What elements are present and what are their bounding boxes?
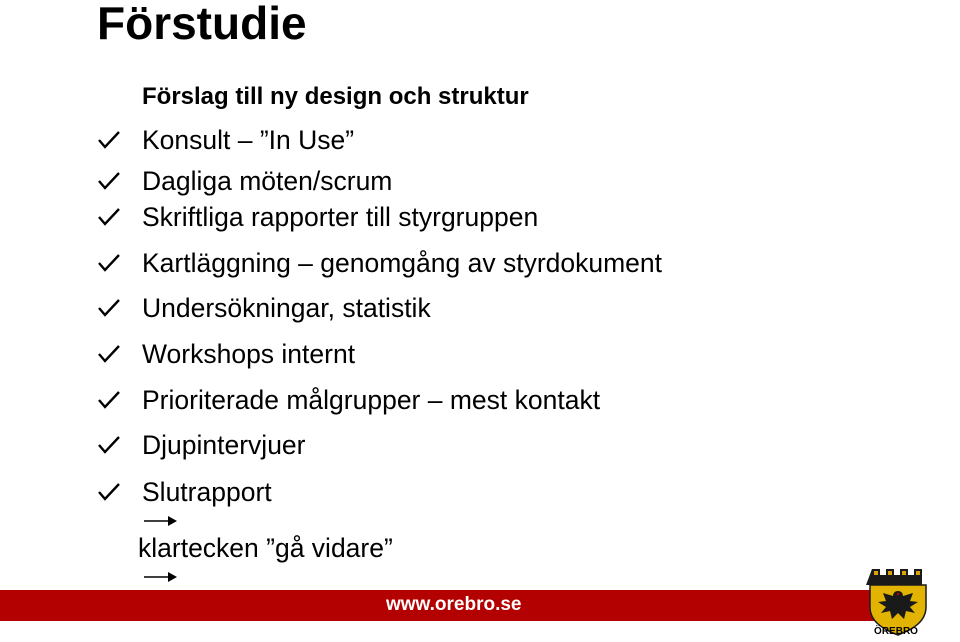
list-item xyxy=(0,245,960,281)
bullet-text: Skriftliga rapporter till styrgruppen xyxy=(142,202,539,232)
bullet-text: Workshops internt xyxy=(142,339,356,369)
checkmark-icon xyxy=(98,390,120,410)
bullet-text: Konsult – ”In Use” xyxy=(142,125,355,155)
checkmark-icon xyxy=(98,130,120,150)
list-item xyxy=(0,336,960,372)
checkmark-icon xyxy=(98,482,120,502)
flow-step-2: klartecken ”gå vidare” xyxy=(138,533,393,563)
footer-bar xyxy=(0,590,875,621)
footer-url[interactable]: www.orebro.se xyxy=(386,594,522,615)
bullet-text: Kartläggning – genomgång av styrdokument xyxy=(142,248,663,278)
list-item xyxy=(0,122,960,158)
bullet-text: Djupintervjuer xyxy=(142,430,306,460)
bullet-text: Dagliga möten/scrum xyxy=(142,166,393,196)
checkmark-icon xyxy=(98,171,120,191)
checkmark-icon xyxy=(98,298,120,318)
arrow-right-icon xyxy=(142,512,395,530)
list-item xyxy=(0,163,960,199)
checkmark-icon xyxy=(98,207,120,227)
flow-step-1: Slutrapport xyxy=(142,477,272,507)
checkmark-icon xyxy=(98,344,120,364)
arrow-right-icon xyxy=(142,568,395,586)
slide-title: Förstudie xyxy=(97,0,307,49)
list-item xyxy=(0,382,960,418)
bullet-text: Undersökningar, statistik xyxy=(142,293,431,323)
bullet-text: Prioriterade målgrupper – mest kontakt xyxy=(142,385,601,415)
list-item xyxy=(0,427,960,463)
list-item xyxy=(0,474,960,563)
checkmark-icon xyxy=(98,435,120,455)
list-item xyxy=(0,290,960,326)
logo-text: ÖREBRO xyxy=(874,626,918,637)
checkmark-icon xyxy=(98,253,120,273)
slide-subtitle: Förslag till ny design och struktur xyxy=(142,83,529,110)
list-item xyxy=(0,199,960,235)
